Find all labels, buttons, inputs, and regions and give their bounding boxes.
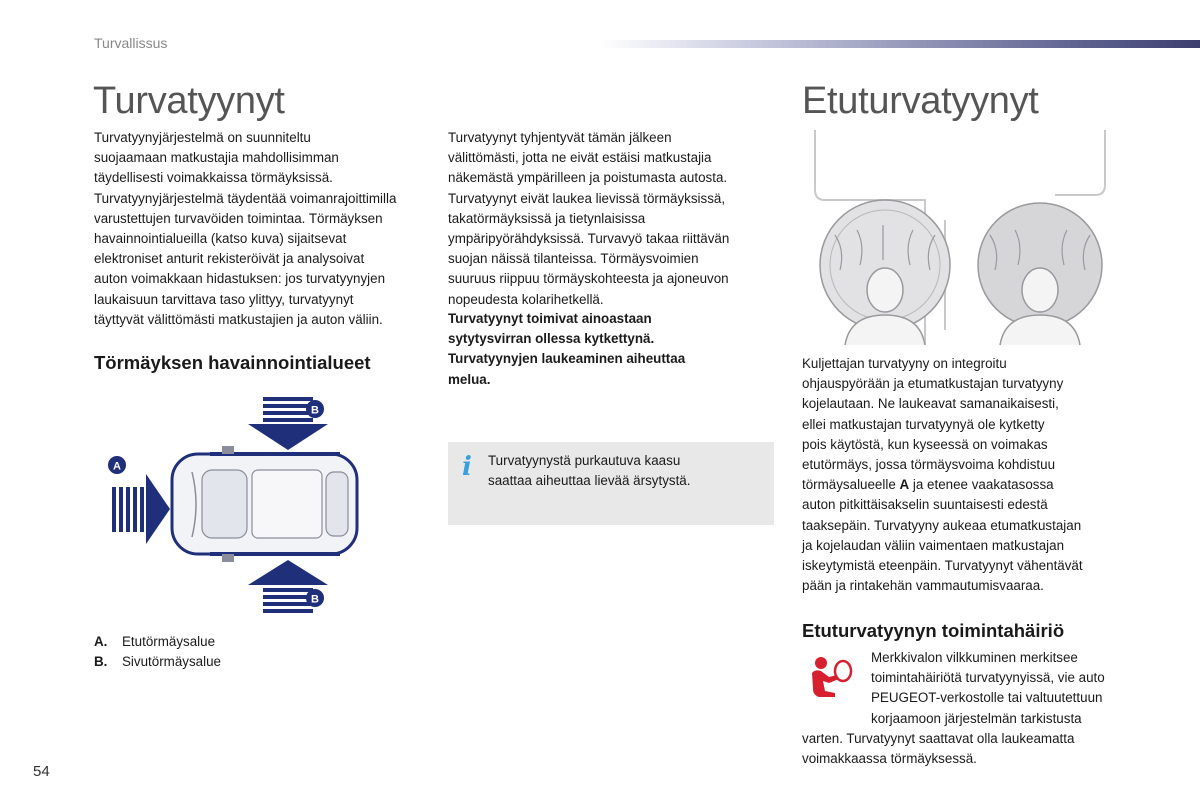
- header-bar: [600, 40, 1200, 48]
- impact-zones-diagram: [100, 392, 370, 617]
- diagram-legend: [94, 632, 221, 672]
- legend-item-a: A. Etutörmäysalue: [94, 634, 216, 649]
- label-b-bottom: B: [311, 593, 319, 606]
- info-icon: i: [462, 452, 472, 482]
- middle-paragraph: Turvatyynyt tyhjentyvät tämän jälkeen välittömästi, jotta ne eivät estäisi matkustajia näkemästä ympärilleen ja poistumasta autosta. Turvatyynyt eivät laukea lievissä törmäyksissä, takatörmäyksissä ja tietynlaisissa ympäripyörähdyksissä. Turvavyö takaa riittävän suojan näissä tilanteissa. Törmäysvoimien suuruus riippuu törmäyskohteesta ja ajoneuvon nopeudesta kolarihetkellä.: [448, 130, 730, 307]
- label-b-top: B: [311, 404, 319, 417]
- car-top-view-icon: [172, 446, 357, 562]
- page-title-airbags: Turvatyynyt: [93, 80, 285, 122]
- label-a: A: [113, 460, 121, 473]
- arrow-a-icon: [112, 474, 170, 544]
- airbag-warning-icon: [807, 655, 853, 699]
- page-title-front-airbags: Etuturvatyynyt: [802, 80, 1039, 122]
- page-number: 54: [33, 763, 50, 780]
- intro-paragraph: Turvatyynyjärjestelmä on suunniteltu suojaamaan matkustajia mahdollisimman täydellisesti voimakkaissa törmäyksissä. Turvatyynyjärjestelmä täydentää voimanrajoittimilla varustettujen turvavöiden toimintaa. Törmäyksen havainnointialueilla (katso kuva) sijaitsevat elektroniset anturit rekisteröivät ja analysoivat auton voimakkaan hidastuksen: jos turvatyynyjen laukaisuun tarvittava taso ylittyy, turvatyynyt täyttyvät välittömästi matkustajien ja auton väliin.: [94, 130, 397, 327]
- legend-item-b: B. Sivutörmäysalue: [94, 654, 221, 670]
- section-label: Turvallissus: [94, 35, 168, 51]
- front-airbags-description: Kuljettajan turvatyyny on integroitu ohjauspyörään ja etumatkustajan turvatyyny kojelautaan. Ne laukeavat samanaikaisesti, ellei matkustajan turvatyynyä ole kytketty pois käytöstä, kun kyseessä on voimakas etutörmäys, jossa törmäysvoima kohdistuu törmäysalueelle A ja etenee vaakatasossa auton pitkittäisakselin suuntaisesti edestä taaksepäin. Turvatyyny aukeaa etumatkustajan ja kojelaudan väliin vaimentaen matkustajan iskeytymistä eteenpäin. Turvatyynyt vähentävät pään ja rintakehän vammautumisvaaraa.: [802, 356, 1083, 594]
- malfunction-heading: Etuturvatyynyn toimintahäiriö: [802, 620, 1065, 641]
- warning-text-continued: varten. Turvatyynyt saattavat olla laukeamatta voimakkaassa törmäyksessä.: [802, 731, 1075, 767]
- front-airbags-illustration: [805, 130, 1125, 345]
- ignition-note: Turvatyynyt toimivat ainoastaan sytytysvirran ollessa kytkettynä. Turvatyynyjen laukeaminen aiheuttaa melua.: [448, 311, 686, 387]
- zones-heading: Törmäyksen havainnointialueet: [94, 352, 371, 373]
- warning-text: Merkkivalon vilkkuminen merkitsee toimintahäiriötä turvatyynyissä, vie auto PEUGEOT-verkostolle tai valtuutettuun korjaamoon järjestelmän tarkistusta: [871, 650, 1105, 726]
- info-box: [448, 442, 774, 525]
- info-text: Turvatyynystä purkautuva kaasu saattaa aiheuttaa lievää ärsytystä.: [488, 453, 691, 489]
